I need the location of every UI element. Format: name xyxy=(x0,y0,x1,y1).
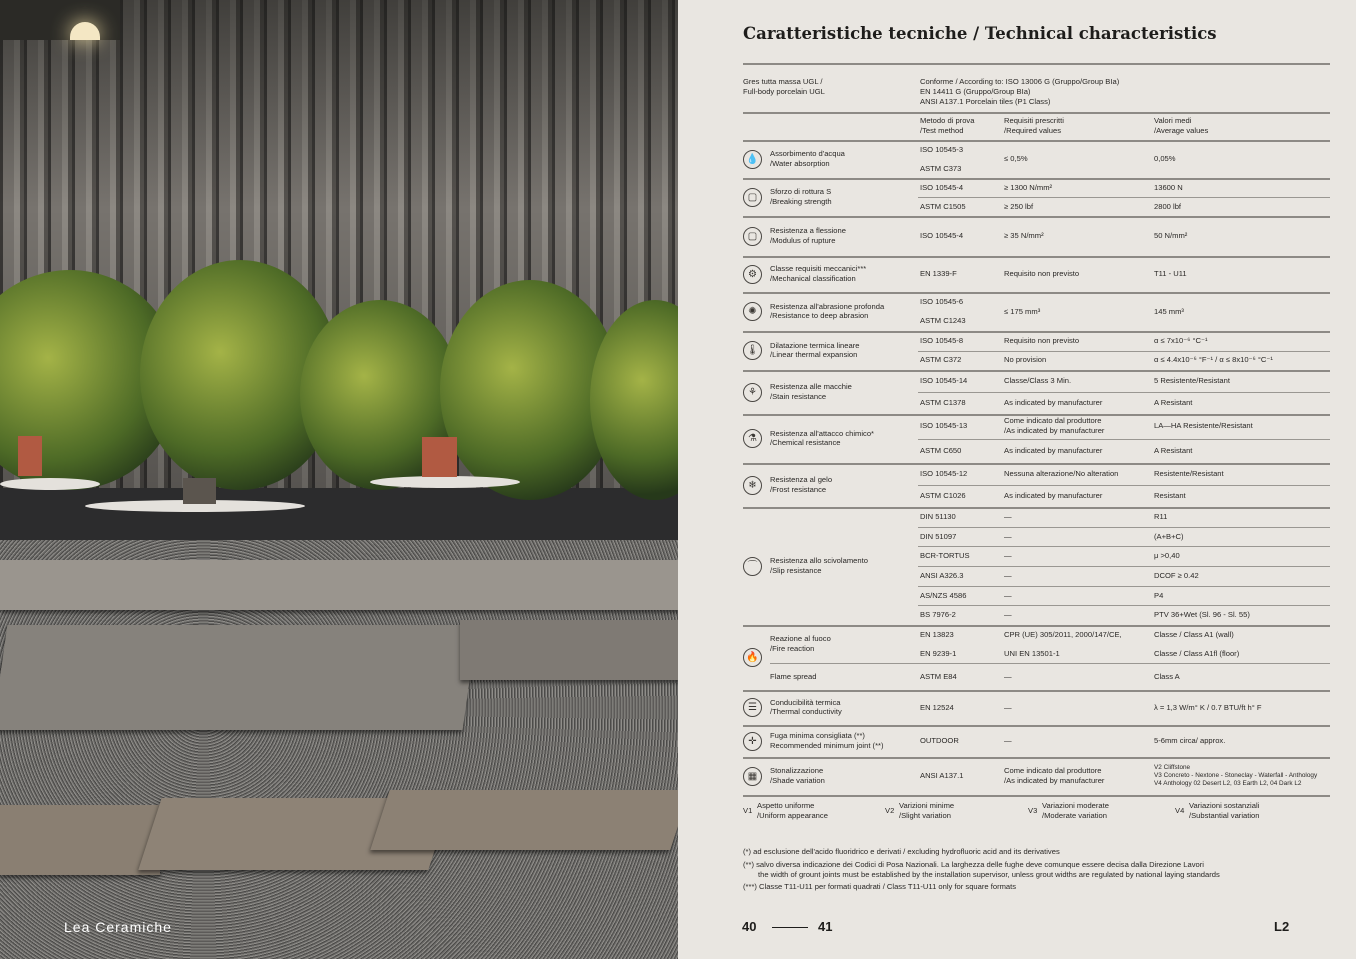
paving-slab xyxy=(0,625,477,730)
average-value: LA—HA Resistente/Resistant xyxy=(1154,421,1253,431)
row-divider xyxy=(918,527,1330,528)
average-value: Resistente/Resistant xyxy=(1154,469,1224,479)
chemical-icon: ⚗ xyxy=(743,429,762,448)
required-value: Requisito non previsto xyxy=(1004,269,1080,279)
test-method: ASTM C1243 xyxy=(920,316,966,326)
average-value: 0,05% xyxy=(1154,154,1176,164)
average-value: Classe / Class A1fl (floor) xyxy=(1154,648,1240,658)
required-value: Nessuna alterazione/No alteration xyxy=(1004,469,1119,479)
shade-code: V4 xyxy=(1175,806,1185,816)
plant-pot xyxy=(18,436,42,476)
row-divider xyxy=(743,414,1330,416)
row-divider xyxy=(743,331,1330,333)
row-divider xyxy=(743,795,1330,797)
average-value: α ≤ 7x10⁻⁶ °C⁻¹ xyxy=(1154,335,1208,345)
required-value: — xyxy=(1004,531,1012,541)
row-divider xyxy=(918,485,1330,486)
average-value: DCOF ≥ 0.42 xyxy=(1154,570,1199,580)
characteristic-label: Assorbimento d'acqua /Water absorption xyxy=(770,149,845,168)
required-value: Come indicato dal produttore /As indicated by manufacturer xyxy=(1004,416,1105,436)
test-method: ASTM E84 xyxy=(920,671,957,681)
snowflake-icon: ❄ xyxy=(743,476,762,495)
planter-wall xyxy=(0,488,678,548)
row-divider xyxy=(743,292,1330,294)
gear-icon: ⚙ xyxy=(743,265,762,284)
test-method: DIN 51097 xyxy=(920,531,957,541)
row-divider xyxy=(918,586,1330,587)
page-title: Caratteristiche tecniche / Technical characteristics xyxy=(743,24,1217,43)
row-divider xyxy=(918,197,1330,198)
required-value: ≥ 250 lbf xyxy=(1004,201,1034,211)
row-divider xyxy=(743,370,1330,372)
test-method: AS/NZS 4586 xyxy=(920,590,967,600)
row-divider xyxy=(743,625,1330,627)
test-method: ASTM C1026 xyxy=(920,491,966,501)
test-method: EN 1339-F xyxy=(920,269,957,279)
test-method: ASTM C373 xyxy=(920,163,962,173)
average-value: α ≤ 4.4x10⁻⁶ °F⁻¹ / α ≤ 8x10⁻⁶ °C⁻¹ xyxy=(1154,355,1273,365)
average-value: (A+B+C) xyxy=(1154,531,1184,541)
shade-code: V3 xyxy=(1028,806,1038,816)
average-value: A Resistant xyxy=(1154,398,1193,408)
characteristic-label: Resistenza alle macchie /Stain resistance xyxy=(770,382,852,401)
tile-strength-icon: ▢ xyxy=(743,188,762,207)
characteristic-label: Resistenza a flessione /Modulus of rupture xyxy=(770,226,846,245)
column-header-required: Requisiti prescritti /Required values xyxy=(1004,116,1064,135)
average-value: P4 xyxy=(1154,590,1164,600)
required-value: ≤ 175 mm³ xyxy=(1004,306,1041,316)
average-value: PTV 36+Wet (Sl. 96 - Sl. 55) xyxy=(1154,610,1250,620)
abrasion-icon: ✺ xyxy=(743,302,762,321)
row-divider xyxy=(743,757,1330,759)
test-method: ISO 10545-13 xyxy=(920,421,968,431)
test-method: ASTM C372 xyxy=(920,355,962,365)
average-value: Classe / Class A1 (wall) xyxy=(1154,629,1234,639)
row-divider xyxy=(743,690,1330,692)
required-value: As indicated by manufacturer xyxy=(1004,445,1103,455)
average-value: 13600 N xyxy=(1154,182,1183,192)
column-header-method: Metodo di prova /Test method xyxy=(920,116,975,135)
row-divider xyxy=(770,663,1330,664)
average-value: 145 mm³ xyxy=(1154,306,1184,316)
average-value: μ >0,40 xyxy=(1154,551,1180,561)
row-divider xyxy=(743,463,1330,465)
required-value: — xyxy=(1004,570,1012,580)
row-divider xyxy=(743,256,1330,258)
brand-logo: Lea Ceramiche xyxy=(64,919,172,935)
row-divider xyxy=(918,439,1330,440)
required-value: As indicated by manufacturer xyxy=(1004,491,1103,501)
required-value: — xyxy=(1004,590,1012,600)
material-label: Gres tutta massa UGL / Full-body porcelain UGL xyxy=(743,77,825,96)
average-value: 5-6mm circa/ approx. xyxy=(1154,736,1226,746)
page-number-right: 41 xyxy=(818,919,833,934)
row-divider xyxy=(918,392,1330,393)
shade-code: V2 xyxy=(885,806,895,816)
characteristic-label: Classe requisiti meccanici*** /Mechanical classification xyxy=(770,264,867,283)
required-value: — xyxy=(1004,671,1012,681)
paving-slab xyxy=(460,620,678,680)
average-value: V2 Cliffstone V3 Concreto - Nextone - Stoneclay - Waterfall - Anthology V4 Anthology 02 Desert L2, 03 Earth L2, 04 Dark L2 xyxy=(1154,764,1318,788)
average-value: λ = 1,3 W/m° K / 0.7 BTU/ft h° F xyxy=(1154,702,1262,712)
page-number-left: 40 xyxy=(742,919,757,934)
characteristic-label: Reazione al fuoco /Fire reaction xyxy=(770,634,831,653)
required-value: No provision xyxy=(1004,355,1047,365)
test-method: ASTM C650 xyxy=(920,445,962,455)
required-value: — xyxy=(1004,511,1012,521)
test-method: BS 7976-2 xyxy=(920,610,956,620)
series-code: L2 xyxy=(1274,919,1290,934)
row-divider xyxy=(918,546,1330,547)
required-value: ≥ 1300 N/mm² xyxy=(1004,182,1053,192)
shade-description: Variazioni moderate /Moderate variation xyxy=(1042,801,1109,820)
shade-code: V1 xyxy=(743,806,753,816)
heat-icon: ☰ xyxy=(743,698,762,717)
footnote: (**) salvo diversa indicazione dei Codici di Posa Nazionali. La larghezza delle fughe deve comunque essere decisa dalla Direzione Lavori xyxy=(743,860,1204,870)
row-divider xyxy=(743,216,1330,218)
characteristic-label: Fuga minima consigliata (**) Recommended minimum joint (**) xyxy=(770,731,884,750)
column-header-value: Valori medi /Average values xyxy=(1154,116,1209,135)
test-method: BCR-TORTUS xyxy=(920,551,970,561)
test-method: DIN 51130 xyxy=(920,511,956,521)
water-drop-icon: 💧 xyxy=(743,150,762,169)
test-method: ISO 10545-3 xyxy=(920,144,964,154)
row-divider xyxy=(743,725,1330,727)
characteristic-label: Dilatazione termica lineare /Linear thermal expansion xyxy=(770,340,860,360)
test-method: EN 12524 xyxy=(920,702,954,712)
required-value: Requisito non previsto xyxy=(1004,335,1080,345)
slip-icon: ⌒ xyxy=(743,557,762,576)
required-value: Classe/Class 3 Min. xyxy=(1004,376,1072,386)
test-method: ISO 10545-6 xyxy=(920,296,964,306)
average-value: T11 - U11 xyxy=(1154,269,1187,279)
row-divider xyxy=(918,351,1330,352)
test-method: EN 9239-1 xyxy=(920,648,957,658)
paving-slab xyxy=(0,805,160,875)
characteristic-label: Resistenza all'abrasione profonda /Resistance to deep abrasion xyxy=(770,301,885,321)
footnote: (***) Classe T11-U11 per formati quadrati / Class T11-U11 only for square formats xyxy=(743,882,1017,892)
conformity-text: Conforme / According to: ISO 13006 G (Gruppo/Group BIa) EN 14411 G (Gruppo/Group BIa) ANSI A137.1 Porcelain tiles (P1 Class) xyxy=(920,77,1120,106)
stain-icon: ⚘ xyxy=(743,383,762,402)
average-value: 5 Resistente/Resistant xyxy=(1154,376,1230,386)
row-divider xyxy=(743,507,1330,509)
required-value: ≥ 35 N/mm² xyxy=(1004,231,1044,241)
test-method: ANSI A326.3 xyxy=(920,570,964,580)
test-method: EN 13823 xyxy=(920,629,954,639)
characteristic-label: Sforzo di rottura S /Breaking strength xyxy=(770,187,832,206)
required-value: Come indicato dal produttore /As indicated by manufacturer xyxy=(1004,766,1105,785)
table xyxy=(370,476,520,488)
paving-slab xyxy=(370,790,678,850)
characteristic-label: Flame spread xyxy=(770,671,817,681)
test-method: OUTDOOR xyxy=(920,736,959,746)
required-value: — xyxy=(1004,736,1012,746)
test-method: ANSI A137.1 xyxy=(920,771,964,781)
characteristic-label: Resistenza allo scivolamento /Slip resistance xyxy=(770,556,868,575)
ceiling xyxy=(0,0,120,40)
tile-flex-icon: ▢ xyxy=(743,227,762,246)
plant-pot xyxy=(183,478,216,504)
required-value: — xyxy=(1004,551,1012,561)
plant-pot xyxy=(422,437,457,477)
joint-icon: ✛ xyxy=(743,732,762,751)
average-value: Resistant xyxy=(1154,491,1186,501)
required-value: CPR (UE) 305/2011, 2000/147/CE, xyxy=(1004,629,1122,639)
row-divider xyxy=(918,566,1330,567)
test-method: ISO 10545-4 xyxy=(920,231,964,241)
shade-description: Variazioni sostanziali /Substantial variation xyxy=(1189,801,1260,820)
average-value: A Resistant xyxy=(1154,445,1193,455)
required-value: UNI EN 13501-1 xyxy=(1004,648,1060,658)
shade-description: Aspetto uniforme /Uniform appearance xyxy=(757,801,828,820)
test-method: ISO 10545-12 xyxy=(920,469,968,479)
row-divider xyxy=(743,112,1330,114)
row-divider xyxy=(743,178,1330,180)
average-value: Class A xyxy=(1154,671,1180,681)
shade-icon: ▦ xyxy=(743,767,762,786)
row-divider xyxy=(743,140,1330,142)
test-method: ISO 10545-4 xyxy=(920,182,964,192)
required-value: — xyxy=(1004,610,1012,620)
test-method: ASTM C1378 xyxy=(920,398,966,408)
required-value: As indicated by manufacturer xyxy=(1004,398,1103,408)
average-value: 50 N/mm² xyxy=(1154,231,1188,241)
technical-page xyxy=(678,0,1356,959)
row-divider xyxy=(918,605,1330,606)
shade-description: Varizioni minime /Slight variation xyxy=(899,801,955,820)
characteristic-label: Stonalizzazione /Shade variation xyxy=(770,766,825,785)
table xyxy=(0,478,100,490)
characteristic-label: Conducibilità termica /Thermal conductivity xyxy=(770,697,842,717)
thermometer-icon: 🌡 xyxy=(743,341,762,360)
footnote: the width of grount joints must be established by the installation supervisor, unless grout widths are regulated by national laying standards xyxy=(758,870,1220,880)
flame-icon: 🔥 xyxy=(743,648,762,667)
test-method: ISO 10545-14 xyxy=(920,376,968,386)
footnote: (*) ad esclusione dell'acido fluoridrico e derivati / excluding hydrofluoric acid and its derivatives xyxy=(743,847,1060,857)
test-method: ISO 10545-8 xyxy=(920,335,964,345)
average-value: 2800 lbf xyxy=(1154,201,1182,211)
required-value: ≤ 0,5% xyxy=(1004,154,1028,164)
page-divider xyxy=(772,927,808,928)
characteristic-label: Resistenza al gelo /Frost resistance xyxy=(770,475,833,494)
required-value: — xyxy=(1004,702,1012,712)
row-divider xyxy=(743,63,1330,65)
test-method: ASTM C1505 xyxy=(920,201,966,211)
characteristic-label: Resistenza all'attacco chimico* /Chemical resistance xyxy=(770,428,875,448)
average-value: R11 xyxy=(1154,511,1168,521)
paving-slab xyxy=(0,560,678,610)
